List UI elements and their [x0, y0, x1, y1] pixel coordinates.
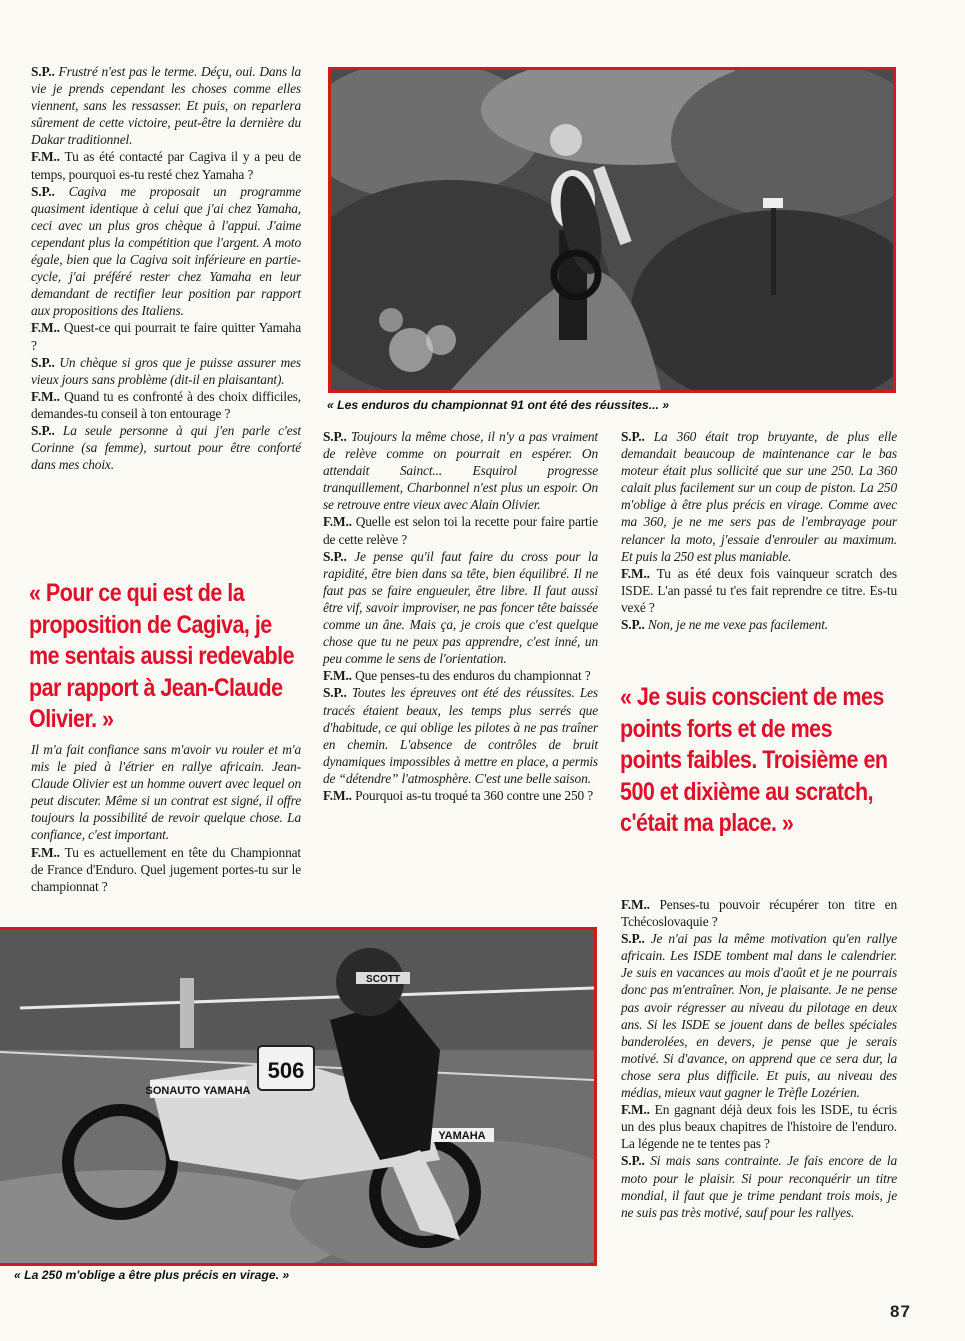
paragraph-text: Tu as été deux fois vainqueur scratch des ISDE. L'an passé tu t'es fait reprendre ce titre. Es-tu vexé ? [621, 565, 897, 615]
helmet-label: SCOTT [366, 974, 400, 985]
paragraph-text: En gagnant déjà deux fois les ISDE, tu écris un des plus beaux chapitres de l'histoire de l'enduro. La légende ne te tentes pas ? [621, 1102, 897, 1152]
bike-number-plate: 506 [267, 1058, 305, 1083]
interview-paragraph [31, 319, 301, 353]
text-column-right-bottom [621, 896, 897, 1221]
paragraph-text: La seule personne à qui j'en parle c'est Corinne (sa femme), surtout pour être conforté dans mes choix. [31, 422, 301, 473]
text-column-middle [323, 428, 598, 804]
speaker-tag: S.P.. [31, 354, 55, 370]
speaker-tag: S.P.. [621, 617, 645, 633]
paragraph-text: Penses-tu pouvoir récupérer ton titre en Tchécoslovaquie ? [621, 897, 897, 930]
text-column-left-top [31, 63, 301, 473]
interview-paragraph [31, 388, 301, 422]
interview-paragraph [621, 896, 897, 930]
interview-paragraph [621, 616, 897, 633]
speaker-tag: F.M.. [323, 787, 352, 803]
bike-tank-label: YAMAHA [438, 1130, 486, 1142]
interview-paragraph [31, 148, 301, 182]
photo-rider-506 [0, 927, 597, 1266]
speaker-tag: F.M.. [31, 149, 60, 165]
paragraph-text: Tu as été contacté par Cagiva il y a peu de temps, pourquoi es-tu resté chez Yamaha ? [31, 149, 301, 182]
paragraph-text: Toutes les épreuves ont été des réussites. Les tracés étaient beaux, les temps plus serrés que d'habitude, ce qui oblige les pilotes à ne pas traîner en chemin. L'absence de contrôles de bruit dynamiques impossibles à mettre en place, a permis de “détendre” l'atmosphère. C'est une belle saison. [323, 685, 598, 786]
paragraph-text: Tu es actuellement en tête du Championnat de France d'Enduro. Quel jugement portes-tu sur le championnat ? [31, 844, 301, 894]
pull-quote-points-forts: « Je suis conscient de mes points forts et de mes points faibles. Troisième en 500 et dixième au scratch, c'était ma place. » [620, 683, 888, 837]
paragraph-text: Que penses-tu des enduros du championnat ? [351, 668, 591, 684]
paragraph-text: Il m'a fait confiance sans m'avoir vu rouler et m'a mis le pied à l'étrier en rallye africain. Jean-Claude Olivier est un homme ouvert avec lequel on peut discuter. Même si un contrat est signé, il offre toujours la possibilité de revoir quelque chose. La confiance, c'est important. [31, 742, 301, 843]
interview-paragraph [323, 513, 598, 547]
interview-paragraph [323, 787, 598, 804]
interview-paragraph [31, 183, 301, 320]
interview-paragraph [323, 667, 598, 684]
paragraph-text: Quest-ce qui pourrait te faire quitter Yamaha ? [31, 320, 301, 353]
interview-paragraph [621, 930, 897, 1101]
speaker-tag: F.M.. [621, 1102, 650, 1118]
speaker-tag: S.P.. [31, 422, 55, 438]
bike-fairing-label: SONAUTO YAMAHA [145, 1085, 251, 1097]
interview-paragraph [621, 565, 897, 616]
speaker-tag: F.M.. [323, 514, 352, 530]
speaker-tag: F.M.. [621, 565, 650, 581]
interview-paragraph [31, 741, 301, 844]
interview-paragraph [31, 354, 301, 388]
photo-caption-bottom: « La 250 m'oblige a être plus précis en virage. » [14, 1268, 290, 1282]
interview-paragraph [323, 428, 598, 513]
interview-paragraph [323, 684, 598, 787]
paragraph-text: Quelle est selon toi la recette pour faire partie de cette relève ? [323, 514, 598, 547]
interview-paragraph [621, 1152, 897, 1220]
paragraph-text: Pourquoi as-tu troqué ta 360 contre une 250 ? [351, 787, 594, 803]
photo-caption-top: « Les enduros du championnat 91 ont été des réussites... » [327, 398, 670, 412]
paragraph-text: Frustré n'est pas le terme. Déçu, oui. Dans la vie je prends cependant les choses comme elles viennent, sans les ressasser. Et puis, on reparlera sûrement de cette victoire, peut-être la dernière du Dakar traditionnel. [31, 64, 301, 148]
speaker-tag: S.P.. [621, 931, 645, 947]
speaker-tag: F.M.. [621, 897, 650, 912]
text-column-right-top [621, 428, 897, 633]
speaker-tag: S.P.. [31, 64, 55, 79]
paragraph-text: Quand tu es confronté à des choix difficiles, demandes-tu conseil à ton entourage ? [31, 388, 301, 421]
photo-rider-506-illustration [0, 930, 594, 1266]
speaker-tag: S.P.. [621, 429, 645, 444]
interview-paragraph [31, 422, 301, 473]
speaker-tag: S.P.. [31, 183, 55, 199]
interview-paragraph [621, 1101, 897, 1152]
interview-paragraph [31, 63, 301, 148]
page-number: 87 [890, 1302, 911, 1321]
speaker-tag: S.P.. [621, 1153, 645, 1169]
paragraph-text: Je n'ai pas la même motivation qu'en rallye africain. Les ISDE tombent mal dans le calendrier. Je suis en vacances au mois d'août et je ne pourrais donc pas m'entraîner. Non, je plaisante. Je ne pense pas avoir régresser au niveau du pilotage en deux ans. Si les ISDE se jouent dans de belles spéciales banderolées, en devers, je pense que je serais motivé. Si d'avance, on apprend que ce sera dur, la chose sera plus difficile. Et puis, au niveau des médias, mieux vaut gagner le Trèfle Lozérien. [621, 931, 897, 1101]
photo-rider-forest-illustration [331, 70, 893, 390]
interview-paragraph [31, 844, 301, 895]
text-column-left-middle [31, 741, 301, 895]
speaker-tag: S.P.. [323, 548, 347, 564]
paragraph-text: Non, je ne me vexe pas facilement. [644, 617, 828, 633]
paragraph-text: Cagiva me proposait un programme quasiment identique à celui que j'ai chez Yamaha, ceci avec un plus gros chèque à l'appui. J'aime cependant plus la compétition que l'argent. A moto égale, bien que la Cagiva soit inférieure en partie-cycle, j'ai préféré rester chez Yamaha en leur demandant de rectifier leur position par rapport aux propositions des Italiens. [31, 183, 301, 319]
paragraph-text: Un chèque si gros que je puisse assurer mes vieux jours sans problème (dit-il en plaisantant). [31, 354, 301, 387]
speaker-tag: F.M.. [323, 668, 352, 684]
interview-paragraph [323, 548, 598, 668]
paragraph-text: Je pense qu'il faut faire du cross pour la rapidité, être bien dans sa tête, bien équilibré. Il ne faut pas se faire engueuler, être libre. Il faut aussi être vif, savoir improviser, ne pas foncer tête baissée comme un âne. Mais ça, je crois que c'est quelque chose que tu ne peux pas apprendre, c'est inné, un peu comme le sens de l'orientation. [323, 548, 598, 667]
speaker-tag: S.P.. [323, 429, 347, 444]
paragraph-text: Toujours la même chose, il n'y a pas vraiment de relève comme on pourrait en espérer. On attendait Sainct... Esquirol progresse tranquillement, Charbonnel n'est plus un espoir. On se retrouve entre vieux avec Alain Olivier. [323, 429, 598, 513]
speaker-tag: F.M.. [31, 388, 60, 404]
speaker-tag: S.P.. [323, 685, 347, 701]
speaker-tag: F.M.. [31, 844, 60, 860]
speaker-tag: F.M.. [31, 320, 60, 336]
photo-rider-forest [328, 67, 896, 393]
paragraph-text: Si mais sans contrainte. Je fais encore de la moto pour le plaisir. Si pour reconquérir un titre mondial, il faut que je trime pendant trois mois, je ne suis pas très motivé, sauf pour les rallyes. [621, 1153, 897, 1220]
paragraph-text: La 360 était trop bruyante, de plus elle demandait beaucoup de maintenance car le bas moteur était plus sollicité que sur une 250. La 360 calait plus facilement sur un coup de piston. La 250 m'oblige à être plus précis en virage. Comme avec ma 360, je ne me sers pas de l'embrayage pour relancer la moto, j'essaie d'enrouler au maximum. Et puis la 250 est plus maniable. [621, 429, 897, 564]
pull-quote-cagiva: « Pour ce qui est de la proposition de Cagiva, je me sentais aussi redevable par rapport à Jean-Claude Olivier. » [29, 579, 295, 733]
interview-paragraph [621, 428, 897, 565]
